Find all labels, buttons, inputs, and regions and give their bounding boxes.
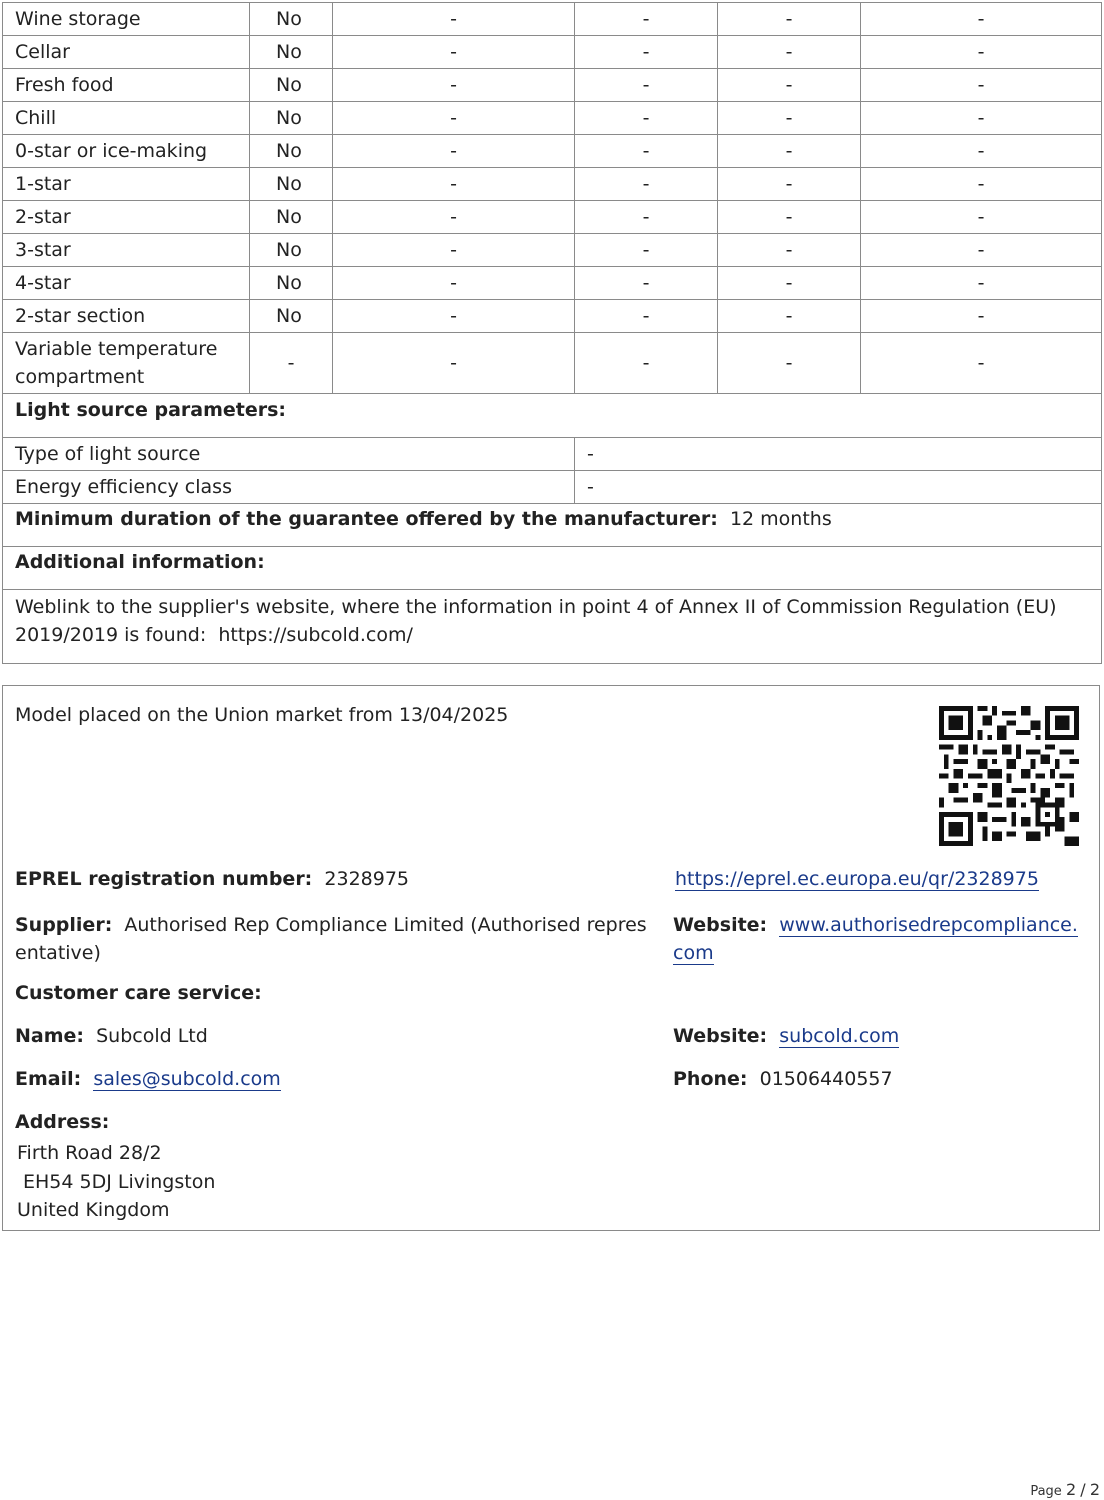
table-row (3, 590, 1102, 664)
care-website-label: Website: (673, 1025, 768, 1047)
compartment-value: No (250, 3, 333, 36)
compartment-value: - (861, 300, 1102, 333)
compartment-value: - (718, 69, 861, 102)
compartment-value: No (250, 168, 333, 201)
page-number: Page 2 / 2 (1030, 1480, 1100, 1499)
compartment-value: - (575, 135, 718, 168)
light-class-label: Energy efficiency class (3, 471, 575, 504)
compartment-name: 2-star section (3, 300, 250, 333)
compartment-value: - (718, 201, 861, 234)
compartment-table (2, 2, 1102, 664)
light-source-heading: Light source parameters: (3, 394, 1102, 438)
supplier-website-link-line2[interactable]: com (673, 942, 714, 964)
compartment-value: - (333, 267, 575, 300)
compartment-value: - (718, 168, 861, 201)
care-website-row (673, 1025, 899, 1047)
compartment-value: - (575, 267, 718, 300)
compartment-value: - (718, 333, 861, 394)
compartment-name: Fresh food (3, 69, 250, 102)
customer-care-heading: Customer care service: (15, 982, 262, 1004)
compartment-value: - (333, 135, 575, 168)
guarantee-label: Minimum duration of the guarantee offered by the manufacturer: (15, 508, 718, 530)
table-row (3, 201, 1102, 234)
page-current: 2 (1065, 1480, 1077, 1499)
market-date-text: Model placed on the Union market from 13/04/2025 (15, 704, 509, 726)
compartment-value: - (861, 168, 1102, 201)
compartment-value: No (250, 102, 333, 135)
address-line2: EH54 5DJ Livingston (23, 1170, 216, 1193)
light-type-label: Type of light source (3, 438, 575, 471)
compartment-name: 1-star (3, 168, 250, 201)
compartment-value: - (861, 3, 1102, 36)
eprel-link[interactable]: https://eprel.ec.europa.eu/qr/2328975 (675, 868, 1039, 890)
compartment-value: - (575, 201, 718, 234)
address-block (17, 1139, 215, 1225)
care-email-link[interactable]: sales@subcold.com (93, 1068, 281, 1090)
compartment-value: No (250, 201, 333, 234)
compartment-value: - (718, 300, 861, 333)
compartment-name: 4-star (3, 267, 250, 300)
address-line3: United Kingdom (17, 1199, 170, 1221)
table-row (3, 69, 1102, 102)
compartment-name: 0-star or ice-making (3, 135, 250, 168)
table-row (3, 168, 1102, 201)
care-name-value: Subcold Ltd (96, 1025, 208, 1047)
table-row (3, 438, 1102, 471)
compartment-value: - (861, 36, 1102, 69)
compartment-value: - (575, 333, 718, 394)
compartment-value: - (333, 69, 575, 102)
guarantee-value: 12 months (729, 508, 832, 530)
compartment-value: - (861, 333, 1102, 394)
supplier-website-label: Website: (673, 914, 768, 936)
care-email-row (15, 1068, 281, 1090)
care-name-label: Name: (15, 1025, 85, 1047)
table-row (3, 504, 1102, 547)
compartment-value: No (250, 36, 333, 69)
eprel-row (15, 868, 409, 890)
compartment-value: - (250, 333, 333, 394)
compartment-value: - (333, 300, 575, 333)
care-email-label: Email: (15, 1068, 82, 1090)
compartment-value: No (250, 135, 333, 168)
light-type-value: - (575, 438, 1102, 471)
supplier-website-row (673, 911, 1078, 967)
compartment-value: - (718, 234, 861, 267)
compartment-value: - (575, 234, 718, 267)
compartment-value: - (718, 135, 861, 168)
compartment-value: - (575, 36, 718, 69)
compartment-name: Variable temperature compartment (3, 333, 250, 394)
care-phone-label: Phone: (673, 1068, 748, 1090)
eprel-label: EPREL registration number: (15, 868, 313, 890)
table-row (3, 267, 1102, 300)
compartment-value: - (575, 168, 718, 201)
compartment-value: - (333, 102, 575, 135)
address-label: Address: (15, 1111, 110, 1133)
weblink-text: Weblink to the supplier's website, where the information in point 4 of Annex II of Commission Regulation (EU) 2019/2019 is found: (15, 596, 1057, 646)
supplier-card (2, 685, 1100, 1231)
compartment-value: - (718, 267, 861, 300)
supplier-website-link-line1[interactable]: www.authorisedrepcompliance. (779, 914, 1078, 936)
supplier-value: Authorised Rep Compliance Limited (Authorised repres entative) (15, 914, 647, 964)
light-class-value: - (575, 471, 1102, 504)
table-row (3, 102, 1102, 135)
eprel-value: 2328975 (324, 868, 410, 890)
compartment-value: - (861, 135, 1102, 168)
table-row (3, 333, 1102, 394)
table-row (3, 234, 1102, 267)
compartment-name: 3-star (3, 234, 250, 267)
compartment-value: No (250, 300, 333, 333)
table-row (3, 547, 1102, 590)
compartment-value: - (861, 234, 1102, 267)
compartment-value: - (861, 102, 1102, 135)
care-phone-value: 01506440557 (759, 1068, 893, 1090)
guarantee-row (3, 504, 1102, 547)
eprel-link-wrap (675, 868, 1039, 890)
table-row (3, 471, 1102, 504)
compartment-value: No (250, 234, 333, 267)
compartment-value: - (333, 234, 575, 267)
compartment-value: - (861, 267, 1102, 300)
table-row (3, 300, 1102, 333)
compartment-value: - (575, 69, 718, 102)
compartment-value: No (250, 69, 333, 102)
table-row (3, 135, 1102, 168)
table-row (3, 36, 1102, 69)
compartment-value: - (718, 102, 861, 135)
weblink-url[interactable]: https://subcold.com/ (218, 624, 413, 646)
table-row (3, 394, 1102, 438)
address-line1: Firth Road 28/2 (17, 1142, 162, 1164)
compartment-name: Wine storage (3, 3, 250, 36)
page-total: 2 (1089, 1480, 1100, 1499)
compartment-value: - (718, 36, 861, 69)
additional-heading: Additional information: (3, 547, 1102, 590)
care-website-link[interactable]: subcold.com (779, 1025, 900, 1047)
compartment-name: Chill (3, 102, 250, 135)
compartment-value: - (333, 333, 575, 394)
compartment-value: - (333, 168, 575, 201)
compartment-value: - (333, 36, 575, 69)
care-name-row (15, 1025, 208, 1047)
compartment-value: - (333, 3, 575, 36)
compartment-value: - (861, 69, 1102, 102)
qr-code-icon[interactable] (939, 706, 1079, 846)
compartment-value: - (575, 102, 718, 135)
compartment-table-body (3, 3, 1102, 664)
compartment-value: - (718, 3, 861, 36)
compartment-name: Cellar (3, 36, 250, 69)
supplier-row (15, 911, 655, 967)
compartment-value: - (575, 300, 718, 333)
weblink-row (3, 590, 1102, 664)
compartment-value: - (333, 201, 575, 234)
supplier-label: Supplier: (15, 914, 113, 936)
table-row (3, 3, 1102, 36)
page-prefix: Page (1030, 1484, 1062, 1499)
care-phone-row (673, 1068, 893, 1090)
compartment-name: 2-star (3, 201, 250, 234)
compartment-value: - (861, 201, 1102, 234)
compartment-value: - (575, 3, 718, 36)
compartment-value: No (250, 267, 333, 300)
